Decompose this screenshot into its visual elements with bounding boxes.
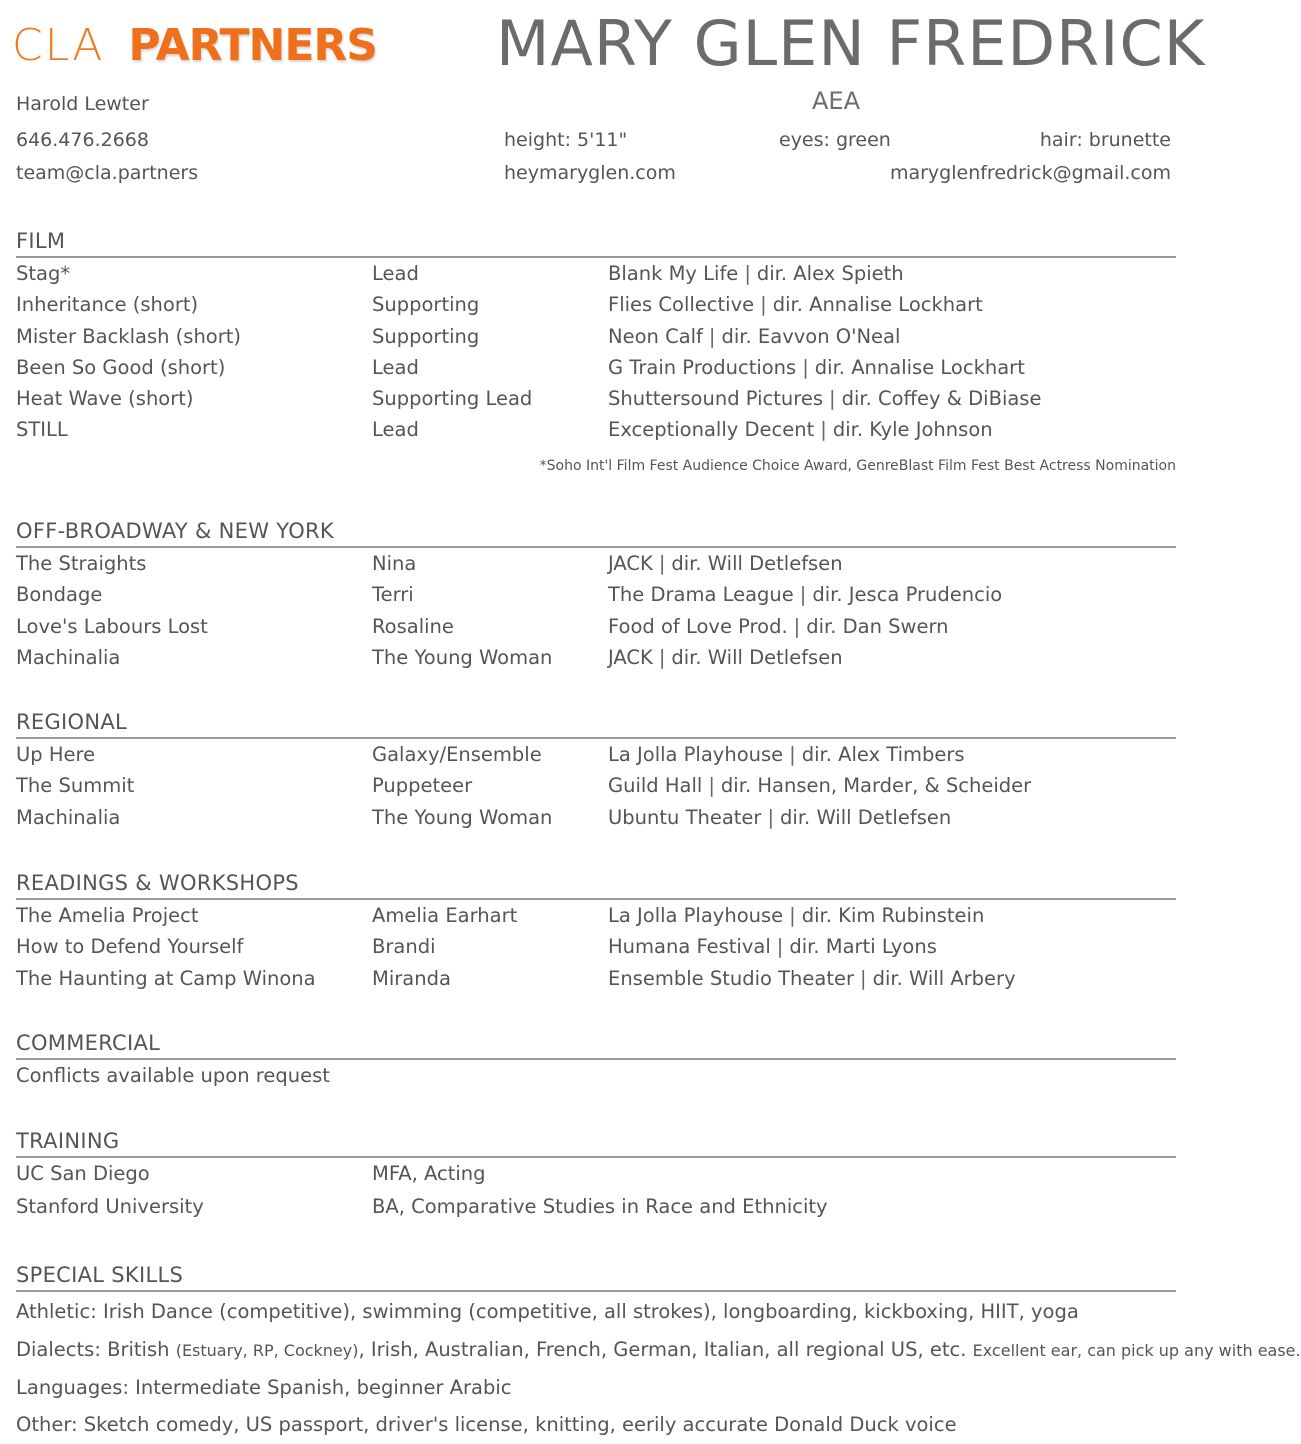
training-row <box>16 1191 1176 1224</box>
readings-credits <box>16 900 1176 994</box>
dialects-label: Dialects: British <box>16 1338 170 1361</box>
credit-project: The Haunting at Camp Winona <box>16 966 316 990</box>
credit-row <box>16 739 1176 770</box>
credit-company-director <box>608 615 949 638</box>
credit-company: JACK <box>608 645 653 669</box>
dialects-rest: , Irish, Australian, French, German, Italian, all regional US, etc. <box>358 1338 967 1361</box>
training-degree: BA, Comparative Studies in Race and Ethnicity <box>372 1195 828 1218</box>
credit-row <box>16 611 1176 642</box>
credit-row <box>16 289 1176 320</box>
credit-director: dir. Kyle Johnson <box>832 418 993 442</box>
logo-cla-text: CLA <box>12 20 105 71</box>
credit-project: Up Here <box>16 743 96 766</box>
credit-director: dir. Coffey & DiBiase <box>841 387 1042 411</box>
training-section-title: TRAINING <box>16 1128 1176 1158</box>
film-footnote: *Soho Int'l Film Fest Audience Choice Award, GenreBlast Film Fest Best Actress Nomination <box>539 458 1176 474</box>
credit-project: Love's Labours Lost <box>16 614 208 638</box>
credit-director: dir. Will Detlefsen <box>671 552 843 575</box>
credit-row <box>16 321 1176 352</box>
credit-row <box>16 414 1176 445</box>
credit-separator: | <box>658 645 666 669</box>
credit-role: Amelia Earhart <box>372 904 518 927</box>
skill-languages: Languages: Intermediate Spanish, beginner Arabic <box>16 1376 512 1399</box>
credit-project: Stag* <box>16 262 71 285</box>
credit-row <box>16 642 1176 673</box>
film-credits <box>16 258 1176 446</box>
credit-director: dir. Will Detlefsen <box>780 805 952 829</box>
credit-company-director <box>608 967 1016 990</box>
union-affiliation: AEA <box>812 87 860 115</box>
logo-partners-text: PARTNERS <box>128 20 377 71</box>
credit-director: dir. Alex Timbers <box>801 743 965 766</box>
credit-company: Exceptionally Decent <box>608 418 815 442</box>
credit-director: dir. Alex Spieth <box>756 262 904 285</box>
training-section <box>16 1128 1176 1224</box>
training-school: UC San Diego <box>16 1162 150 1185</box>
credit-company: Ensemble Studio Theater <box>608 966 855 990</box>
offbroadway-section-title: OFF-BROADWAY & NEW YORK <box>16 518 1176 548</box>
credit-director: dir. Hansen, Marder, & Scheider <box>720 774 1032 798</box>
credit-row <box>16 383 1176 414</box>
credit-director: dir. Will Arbery <box>872 966 1016 990</box>
readings-section-title: READINGS & WORKSHOPS <box>16 870 1176 900</box>
credit-role: Rosaline <box>372 614 454 638</box>
credit-separator: | <box>829 387 836 411</box>
credit-company: Ubuntu Theater <box>608 805 762 829</box>
credit-role: Supporting Lead <box>372 387 533 411</box>
credit-company-director <box>608 583 1002 606</box>
credit-project: The Straights <box>16 552 147 575</box>
credit-company: The Drama League <box>608 583 794 607</box>
credit-company: Shuttersound Pictures <box>608 387 824 411</box>
agent-name: Harold Lewter <box>16 93 149 115</box>
credit-project: Heat Wave (short) <box>16 387 194 411</box>
credit-role: Supporting <box>372 293 480 317</box>
credit-project: Mister Backlash (short) <box>16 324 242 348</box>
credit-row <box>16 579 1176 610</box>
credit-row <box>16 352 1176 383</box>
credit-company: Blank My Life <box>608 262 739 285</box>
credit-project: Been So Good (short) <box>16 355 226 379</box>
credit-company-director <box>608 552 843 575</box>
credit-separator: | <box>767 805 775 829</box>
credit-project: How to Defend Yourself <box>16 935 244 959</box>
credit-project: Inheritance (short) <box>16 293 199 317</box>
credit-separator: | <box>820 418 827 442</box>
credit-company: Humana Festival <box>608 935 771 959</box>
credit-role: Lead <box>372 355 419 379</box>
actor-website: heymaryglen.com <box>504 162 676 184</box>
offbroadway-credits <box>16 548 1176 673</box>
credit-director: dir. Marti Lyons <box>789 935 937 959</box>
training-degree: MFA, Acting <box>372 1162 486 1185</box>
credit-company-director <box>608 356 1025 379</box>
skill-athletic: Athletic: Irish Dance (competitive), swimming (competitive, all strokes), longboarding, kickboxing, HIIT, yoga <box>16 1300 1079 1323</box>
credit-separator: | <box>789 904 796 927</box>
training-row <box>16 1158 1176 1191</box>
credit-company: La Jolla Playhouse <box>608 904 784 927</box>
credit-row <box>16 802 1176 833</box>
credit-director: dir. Will Detlefsen <box>671 645 843 669</box>
credit-director: dir. Dan Swern <box>806 614 949 638</box>
credit-row <box>16 900 1176 931</box>
credit-row <box>16 548 1176 579</box>
actor-email: maryglenfredrick@gmail.com <box>889 162 1171 184</box>
regional-section-title: REGIONAL <box>16 709 1176 739</box>
actor-hair: hair: brunette <box>1039 129 1171 151</box>
credit-company-director <box>608 387 1041 410</box>
credit-row <box>16 258 1176 289</box>
commercial-section-title: COMMERCIAL <box>16 1030 1176 1060</box>
credit-project: The Summit <box>16 774 135 798</box>
agency-email: team@cla.partners <box>16 162 199 184</box>
credit-project: Bondage <box>16 583 103 607</box>
training-school: Stanford University <box>16 1195 204 1218</box>
credit-project: Machinalia <box>16 805 121 829</box>
dialects-note: Excellent ear, can pick up any with ease. <box>972 1341 1301 1360</box>
actor-eyes: eyes: green <box>779 129 891 151</box>
credit-director: dir. Annalise Lockhart <box>772 293 983 317</box>
credit-company-director <box>608 325 900 348</box>
credit-role: The Young Woman <box>372 645 553 669</box>
credit-role: Puppeteer <box>372 774 473 798</box>
credit-row <box>16 931 1176 962</box>
credit-role: Supporting <box>372 324 480 348</box>
credit-role: Nina <box>372 552 417 575</box>
credit-role: Lead <box>372 418 419 442</box>
credit-company: La Jolla Playhouse <box>608 743 784 766</box>
commercial-row <box>16 1060 1176 1091</box>
commercial-text: Conflicts available upon request <box>16 1064 330 1087</box>
credit-company-director <box>608 646 843 669</box>
credit-row <box>16 963 1176 994</box>
credit-role: Miranda <box>372 966 451 990</box>
actor-name: MARY GLEN FREDRICK <box>496 7 1206 80</box>
credit-separator: | <box>708 774 715 798</box>
credit-project: The Amelia Project <box>16 904 199 927</box>
credit-company-director <box>608 935 937 958</box>
credit-director: dir. Annalise Lockhart <box>814 355 1025 379</box>
credit-separator: | <box>760 293 767 317</box>
credit-director: dir. Eavvon O'Neal <box>721 324 901 348</box>
regional-credits <box>16 739 1176 833</box>
credit-company-director <box>608 262 904 285</box>
credit-separator: | <box>793 614 801 638</box>
skills-section-title: SPECIAL SKILLS <box>16 1262 1176 1292</box>
credit-role: The Young Woman <box>372 805 553 829</box>
credit-role: Brandi <box>372 935 436 959</box>
regional-section <box>16 709 1176 833</box>
film-section <box>16 228 1176 446</box>
agency-phone: 646.476.2668 <box>16 129 149 151</box>
credit-company-director <box>608 806 951 829</box>
agency-logo <box>12 20 377 72</box>
credit-director: dir. Jesca Prudencio <box>812 583 1003 607</box>
credit-row <box>16 770 1176 801</box>
credit-role: Lead <box>372 262 419 285</box>
credit-role: Terri <box>372 583 414 607</box>
credit-company-director <box>608 904 984 927</box>
credit-company: Food of Love Prod. <box>608 614 788 638</box>
credit-project: STILL <box>16 418 68 442</box>
credit-company: Flies Collective <box>608 293 755 317</box>
dialects-british-detail: (Estuary, RP, Cockney) <box>175 1341 359 1360</box>
actor-height: height: 5'11" <box>504 129 628 151</box>
credit-director: dir. Kim Rubinstein <box>801 904 985 927</box>
credit-separator: | <box>708 324 716 348</box>
credit-role: Galaxy/Ensemble <box>372 743 542 766</box>
credit-company: JACK <box>608 552 653 575</box>
offbroadway-section <box>16 518 1176 673</box>
credit-separator: | <box>860 966 867 990</box>
readings-section <box>16 870 1176 994</box>
credit-company: Guild Hall <box>608 774 703 798</box>
skills-section <box>16 1262 1176 1292</box>
credit-company-director <box>608 774 1031 797</box>
credit-separator: | <box>802 355 809 379</box>
credit-company-director <box>608 418 993 441</box>
credit-separator: | <box>744 262 751 285</box>
commercial-section <box>16 1030 1176 1091</box>
credit-company: Neon Calf <box>608 324 703 348</box>
credit-company-director <box>608 743 965 766</box>
credit-separator: | <box>799 583 807 607</box>
credit-separator: | <box>789 743 796 766</box>
film-section-title: FILM <box>16 228 1176 258</box>
credit-separator: | <box>776 935 784 959</box>
skill-other: Other: Sketch comedy, US passport, driver's license, knitting, eerily accurate Donald Duck voice <box>16 1413 957 1436</box>
skill-dialects <box>16 1338 1301 1361</box>
credit-company-director <box>608 293 983 316</box>
credit-separator: | <box>658 552 666 575</box>
credit-project: Machinalia <box>16 645 121 669</box>
credit-company: G Train Productions <box>608 355 797 379</box>
